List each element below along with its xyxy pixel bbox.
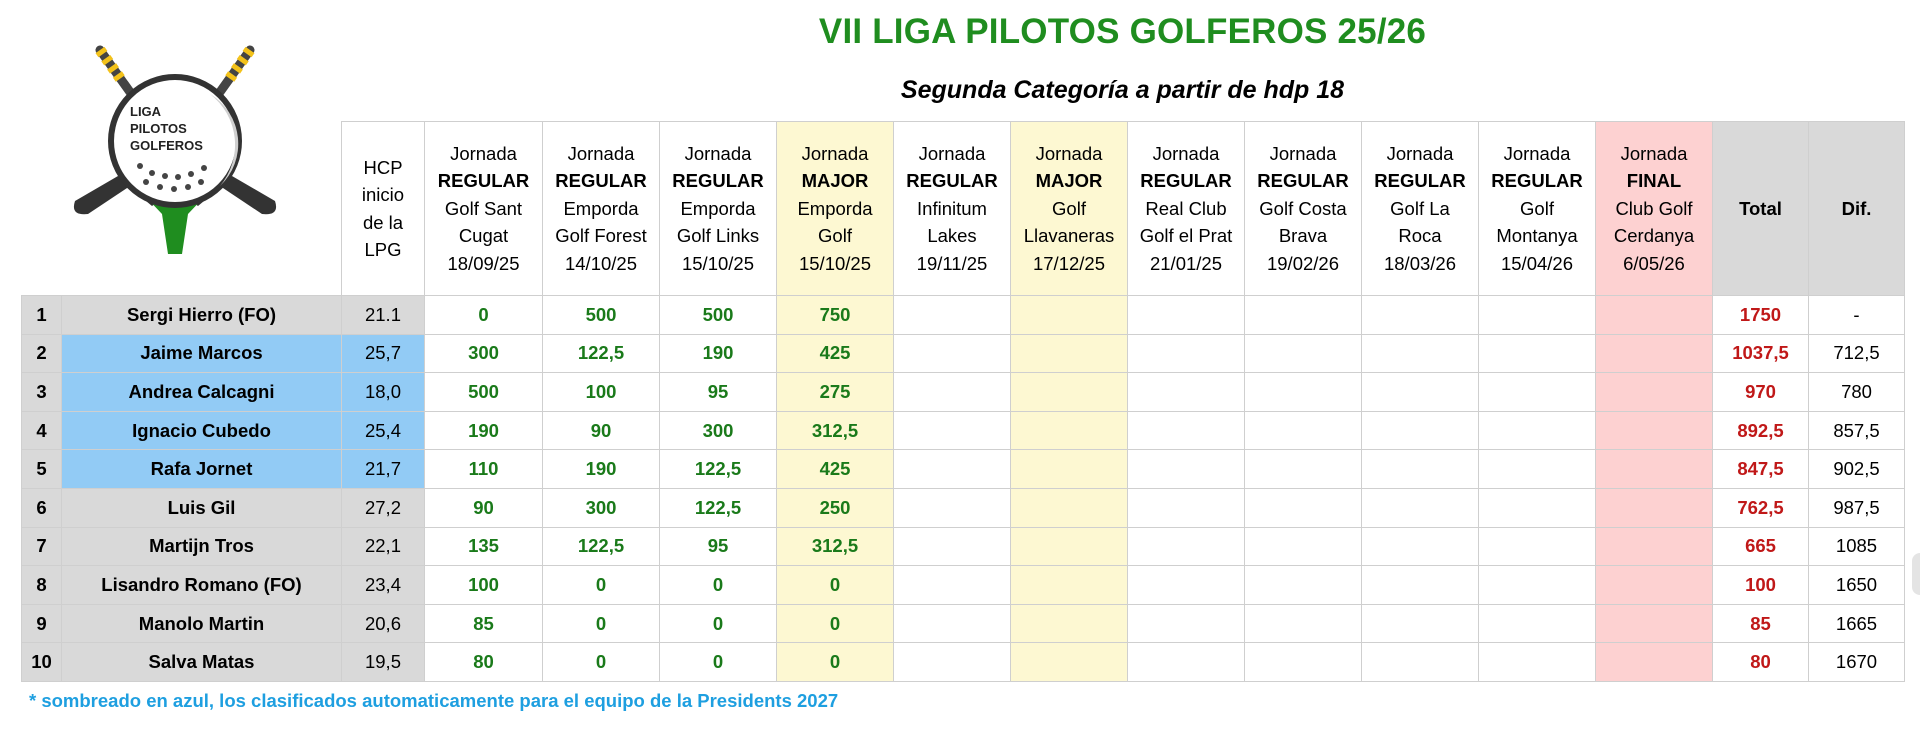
jornada-type: MAJOR xyxy=(801,170,869,192)
jornada-date: 18/03/26 xyxy=(1383,252,1456,274)
jornada-date: 6/05/26 xyxy=(1623,252,1685,274)
page-title: VII LIGA PILOTOS GOLFEROS 25/26 xyxy=(818,12,1427,51)
jornada-venue: Brava xyxy=(1278,225,1328,247)
hcp-header xyxy=(342,122,425,296)
player-name-cell: Sergi Hierro (FO) xyxy=(62,296,342,335)
points-cell xyxy=(1479,411,1596,450)
dif-cell: 780 xyxy=(1809,373,1905,412)
points-cell xyxy=(1128,296,1245,335)
points-cell xyxy=(1245,527,1362,566)
points-cell xyxy=(894,488,1011,527)
position-cell: 2 xyxy=(22,334,62,373)
points-cell: 122,5 xyxy=(660,450,777,489)
points-cell: 122,5 xyxy=(543,527,660,566)
points-cell: 190 xyxy=(425,411,543,450)
points-cell: 0 xyxy=(660,604,777,643)
total-cell: 85 xyxy=(1713,604,1809,643)
points-cell xyxy=(1128,373,1245,412)
qualification-note: * sombreado en azul, los clasificados automaticamente para el equipo de la Presidents 2027 xyxy=(29,690,839,711)
jornada-date: 18/09/25 xyxy=(447,252,520,274)
jornada-venue: Roca xyxy=(1398,225,1442,247)
total-cell: 762,5 xyxy=(1713,488,1809,527)
jornada-venue: Golf el Prat xyxy=(1139,225,1233,247)
position-cell: 6 xyxy=(22,488,62,527)
player-name-cell: Jaime Marcos xyxy=(62,334,342,373)
jornada-type: REGULAR xyxy=(437,170,530,192)
hcp-header-line: de la xyxy=(362,211,404,233)
points-cell: 500 xyxy=(660,296,777,335)
hcp-cell: 22,1 xyxy=(342,527,425,566)
dif-cell: 1650 xyxy=(1809,566,1905,605)
player-name-cell: Salva Matas xyxy=(62,643,342,682)
position-cell: 5 xyxy=(22,450,62,489)
hcp-cell: 21,7 xyxy=(342,450,425,489)
points-cell xyxy=(894,296,1011,335)
dif-header: Dif. xyxy=(1809,122,1905,296)
jornada-header-5 xyxy=(894,122,1011,296)
points-cell: 0 xyxy=(543,643,660,682)
points-cell xyxy=(1362,527,1479,566)
points-cell: 425 xyxy=(777,334,894,373)
jornada-header-4 xyxy=(777,122,894,296)
points-cell xyxy=(1245,411,1362,450)
jornada-label: Jornada xyxy=(918,142,986,164)
player-name-cell: Martijn Tros xyxy=(62,527,342,566)
points-cell: 0 xyxy=(777,643,894,682)
table-row xyxy=(22,643,1905,682)
points-cell xyxy=(1596,488,1713,527)
jornada-type: REGULAR xyxy=(1140,170,1232,192)
hcp-cell: 25,4 xyxy=(342,411,425,450)
position-cell: 4 xyxy=(22,411,62,450)
dif-cell: 857,5 xyxy=(1809,411,1905,450)
total-cell: 970 xyxy=(1713,373,1809,412)
jornada-type: FINAL xyxy=(1626,170,1682,192)
jornada-date: 15/10/25 xyxy=(798,252,871,274)
points-cell xyxy=(1128,488,1245,527)
scrollbar-handle[interactable] xyxy=(1912,553,1920,595)
points-cell: 190 xyxy=(660,334,777,373)
points-cell: 300 xyxy=(660,411,777,450)
jornada-label: Jornada xyxy=(1152,142,1220,164)
standings-table xyxy=(21,121,1905,682)
points-cell xyxy=(894,450,1011,489)
points-cell xyxy=(1245,450,1362,489)
points-cell: 0 xyxy=(660,643,777,682)
points-cell: 85 xyxy=(425,604,543,643)
points-cell xyxy=(1011,566,1128,605)
jornada-header-6 xyxy=(1011,122,1128,296)
table-row xyxy=(22,411,1905,450)
hcp-header-line: inicio xyxy=(361,184,405,205)
points-cell xyxy=(1596,527,1713,566)
points-cell: 250 xyxy=(777,488,894,527)
total-cell: 1750 xyxy=(1713,296,1809,335)
jornada-type: REGULAR xyxy=(1374,170,1466,192)
points-cell: 95 xyxy=(660,373,777,412)
points-cell: 750 xyxy=(777,296,894,335)
points-cell xyxy=(1596,643,1713,682)
points-cell xyxy=(1245,488,1362,527)
jornada-venue: Real Club xyxy=(1145,197,1227,219)
page-subtitle: Segunda Categoría a partir de hdp 18 xyxy=(900,76,1345,104)
total-cell: 847,5 xyxy=(1713,450,1809,489)
points-cell xyxy=(1362,334,1479,373)
jornada-venue: Montanya xyxy=(1496,225,1578,247)
total-header: Total xyxy=(1713,122,1809,296)
jornada-label: Jornada xyxy=(1035,142,1103,164)
points-cell xyxy=(1011,527,1128,566)
dif-cell: 902,5 xyxy=(1809,450,1905,489)
total-cell: 665 xyxy=(1713,527,1809,566)
jornada-venue: Llavaneras xyxy=(1023,225,1115,247)
jornada-date: 19/02/26 xyxy=(1266,252,1339,274)
jornada-header-8 xyxy=(1245,122,1362,296)
position-cell: 1 xyxy=(22,296,62,335)
points-cell xyxy=(1011,373,1128,412)
points-cell xyxy=(1128,566,1245,605)
table-row xyxy=(22,604,1905,643)
jornada-date: 19/11/25 xyxy=(916,252,988,274)
points-cell xyxy=(1479,373,1596,412)
points-cell: 135 xyxy=(425,527,543,566)
points-cell: 122,5 xyxy=(543,334,660,373)
jornada-type: REGULAR xyxy=(1257,170,1349,192)
points-cell xyxy=(1596,373,1713,412)
table-row xyxy=(22,296,1905,335)
points-cell xyxy=(1128,450,1245,489)
points-cell xyxy=(1479,334,1596,373)
jornada-venue: Golf xyxy=(818,225,852,247)
jornada-label: Jornada xyxy=(1620,142,1688,164)
jornada-venue: Cerdanya xyxy=(1613,225,1695,247)
table-row xyxy=(22,527,1905,566)
points-cell xyxy=(894,604,1011,643)
jornada-label: Jornada xyxy=(684,142,752,164)
jornada-type: REGULAR xyxy=(906,170,998,192)
player-name-cell: Luis Gil xyxy=(62,488,342,527)
points-cell xyxy=(894,373,1011,412)
table-row xyxy=(22,334,1905,373)
hcp-cell: 23,4 xyxy=(342,566,425,605)
total-cell: 80 xyxy=(1713,643,1809,682)
points-cell xyxy=(894,643,1011,682)
logo-text-line3: GOLFEROS xyxy=(130,138,203,153)
points-cell xyxy=(1362,566,1479,605)
points-cell xyxy=(1362,373,1479,412)
points-cell xyxy=(1011,450,1128,489)
dif-cell: 987,5 xyxy=(1809,488,1905,527)
position-cell: 9 xyxy=(22,604,62,643)
jornada-venue: Emporda xyxy=(680,197,756,219)
position-cell: 7 xyxy=(22,527,62,566)
jornada-venue: Lakes xyxy=(927,225,977,247)
points-cell xyxy=(1245,643,1362,682)
jornada-header-10 xyxy=(1479,122,1596,296)
points-cell xyxy=(1596,334,1713,373)
jornada-venue: Golf Forest xyxy=(555,225,647,247)
hcp-cell: 19,5 xyxy=(342,643,425,682)
points-cell xyxy=(1362,296,1479,335)
points-cell xyxy=(1245,296,1362,335)
position-cell: 8 xyxy=(22,566,62,605)
points-cell: 122,5 xyxy=(660,488,777,527)
points-cell xyxy=(1011,604,1128,643)
points-cell: 90 xyxy=(425,488,543,527)
jornada-header-11 xyxy=(1596,122,1713,296)
jornada-label: Jornada xyxy=(450,142,517,164)
table-row xyxy=(22,566,1905,605)
points-cell xyxy=(1362,411,1479,450)
jornada-venue: Golf Links xyxy=(676,225,760,247)
points-cell xyxy=(1245,373,1362,412)
jornada-label: Jornada xyxy=(1269,142,1337,164)
points-cell xyxy=(1596,411,1713,450)
points-cell: 190 xyxy=(543,450,660,489)
points-cell xyxy=(1245,604,1362,643)
points-cell xyxy=(1479,488,1596,527)
points-cell xyxy=(1128,334,1245,373)
points-cell xyxy=(1479,566,1596,605)
player-name-cell: Rafa Jornet xyxy=(62,450,342,489)
position-cell: 3 xyxy=(22,373,62,412)
points-cell xyxy=(1245,566,1362,605)
points-cell xyxy=(1596,450,1713,489)
hcp-cell: 27,2 xyxy=(342,488,425,527)
points-cell xyxy=(1479,296,1596,335)
jornada-venue: Club Golf xyxy=(1615,197,1693,219)
points-cell: 0 xyxy=(777,604,894,643)
jornada-date: 17/12/25 xyxy=(1032,252,1105,274)
points-cell xyxy=(1128,604,1245,643)
table-row xyxy=(22,373,1905,412)
points-cell: 0 xyxy=(777,566,894,605)
points-cell xyxy=(1479,643,1596,682)
points-cell: 95 xyxy=(660,527,777,566)
points-cell xyxy=(894,527,1011,566)
player-name-cell: Ignacio Cubedo xyxy=(62,411,342,450)
hcp-header-line: LPG xyxy=(364,239,402,260)
points-cell: 110 xyxy=(425,450,543,489)
points-cell: 0 xyxy=(660,566,777,605)
jornada-header-9 xyxy=(1362,122,1479,296)
points-cell: 80 xyxy=(425,643,543,682)
jornada-type: MAJOR xyxy=(1035,170,1103,192)
logo-text-line2: PILOTOS xyxy=(130,121,187,136)
points-cell xyxy=(1596,296,1713,335)
blank-header xyxy=(62,122,342,296)
jornada-venue: Cugat xyxy=(458,225,509,247)
points-cell xyxy=(894,566,1011,605)
points-cell xyxy=(1011,334,1128,373)
dif-cell: 712,5 xyxy=(1809,334,1905,373)
jornada-venue: Emporda xyxy=(797,197,873,219)
points-cell: 500 xyxy=(425,373,543,412)
jornada-header-3 xyxy=(660,122,777,296)
points-cell xyxy=(1479,450,1596,489)
dif-cell: 1085 xyxy=(1809,527,1905,566)
jornada-type: REGULAR xyxy=(555,170,647,192)
points-cell: 312,5 xyxy=(777,527,894,566)
jornada-venue: Infinitum xyxy=(917,197,987,219)
jornada-date: 15/10/25 xyxy=(681,252,754,274)
points-cell xyxy=(1128,527,1245,566)
jornada-label: Jornada xyxy=(1386,142,1454,164)
points-cell: 90 xyxy=(543,411,660,450)
dif-cell: - xyxy=(1809,296,1905,335)
points-cell xyxy=(1479,604,1596,643)
jornada-header-1 xyxy=(425,122,543,296)
points-cell: 0 xyxy=(543,566,660,605)
hcp-cell: 18,0 xyxy=(342,373,425,412)
points-cell: 0 xyxy=(543,604,660,643)
blank-header xyxy=(22,122,62,296)
jornada-venue: Golf xyxy=(1520,197,1554,219)
points-cell: 0 xyxy=(425,296,543,335)
jornada-venue: Emporda xyxy=(563,197,639,219)
jornada-venue: Golf Sant xyxy=(444,197,523,219)
points-cell: 100 xyxy=(425,566,543,605)
position-cell: 10 xyxy=(22,643,62,682)
hcp-cell: 20,6 xyxy=(342,604,425,643)
jornada-label: Jornada xyxy=(1503,142,1571,164)
points-cell: 275 xyxy=(777,373,894,412)
player-name-cell: Lisandro Romano (FO) xyxy=(62,566,342,605)
hcp-cell: 21.1 xyxy=(342,296,425,335)
points-cell xyxy=(1011,296,1128,335)
points-cell xyxy=(1128,643,1245,682)
points-cell xyxy=(1011,488,1128,527)
points-cell xyxy=(1596,566,1713,605)
points-cell: 425 xyxy=(777,450,894,489)
dif-cell: 1665 xyxy=(1809,604,1905,643)
jornada-venue: Golf La xyxy=(1390,197,1450,219)
logo-text-line1: LIGA xyxy=(130,104,162,119)
points-cell xyxy=(1362,450,1479,489)
points-cell xyxy=(1011,411,1128,450)
table-row xyxy=(22,488,1905,527)
points-cell xyxy=(1128,411,1245,450)
table-row xyxy=(22,450,1905,489)
points-cell xyxy=(1362,604,1479,643)
points-cell xyxy=(1596,604,1713,643)
jornada-venue: Golf xyxy=(1052,197,1086,219)
total-cell: 892,5 xyxy=(1713,411,1809,450)
points-cell: 300 xyxy=(543,488,660,527)
jornada-header-2 xyxy=(543,122,660,296)
jornada-venue: Golf Costa xyxy=(1259,197,1347,219)
hcp-header-line: HCP xyxy=(363,156,403,178)
dif-cell: 1670 xyxy=(1809,643,1905,682)
jornada-label: Jornada xyxy=(567,142,635,164)
player-name-cell: Andrea Calcagni xyxy=(62,373,342,412)
jornada-header-7 xyxy=(1128,122,1245,296)
player-name-cell: Manolo Martin xyxy=(62,604,342,643)
jornada-date: 15/04/26 xyxy=(1500,252,1573,274)
jornada-date: 14/10/25 xyxy=(564,252,637,274)
points-cell xyxy=(894,334,1011,373)
points-cell: 300 xyxy=(425,334,543,373)
points-cell xyxy=(894,411,1011,450)
total-cell: 100 xyxy=(1713,566,1809,605)
points-cell xyxy=(1362,488,1479,527)
points-cell xyxy=(1245,334,1362,373)
points-cell: 100 xyxy=(543,373,660,412)
total-cell: 1037,5 xyxy=(1713,334,1809,373)
points-cell xyxy=(1479,527,1596,566)
jornada-type: REGULAR xyxy=(1491,170,1583,192)
hcp-cell: 25,7 xyxy=(342,334,425,373)
jornada-date: 21/01/25 xyxy=(1149,252,1222,274)
points-cell: 500 xyxy=(543,296,660,335)
points-cell: 312,5 xyxy=(777,411,894,450)
jornada-type: REGULAR xyxy=(672,170,764,192)
jornada-label: Jornada xyxy=(801,142,869,164)
points-cell xyxy=(1362,643,1479,682)
points-cell xyxy=(1011,643,1128,682)
